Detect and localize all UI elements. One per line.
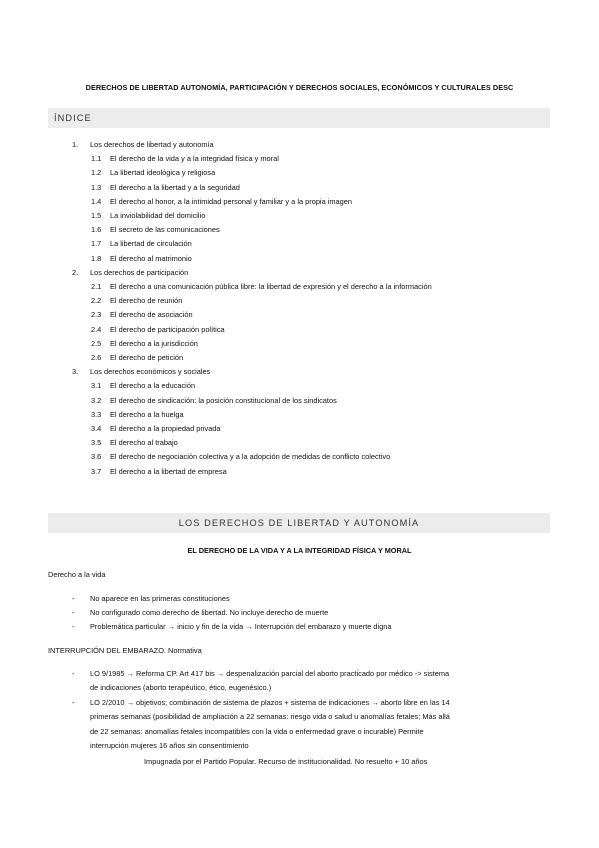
toc-item-number: 2.1 <box>91 282 102 291</box>
index-heading-band <box>48 108 550 128</box>
index-heading: ÍNDICE <box>54 113 92 123</box>
normativa-line: LO 2/2010 → objetivos; combinación de sistema de plazos + sistema de indicaciones → aborto libre en las 14 <box>90 698 450 707</box>
toc-item-number: 1.4 <box>91 196 102 206</box>
toc-item-label: El derecho de reunión <box>110 296 183 306</box>
toc-item-label: El derecho al honor, a la intimidad personal y familiar y a la propia imagen <box>110 196 352 206</box>
bullet-dash: - <box>72 669 75 678</box>
toc-item-label: Los derechos de libertad y autonomía <box>90 140 214 149</box>
toc-item-number: 3.2 <box>91 395 102 405</box>
toc-item-label: El derecho a una comunicación pública libre: la libertad de expresión y el derecho a la información <box>110 282 432 291</box>
normativa-item <box>72 696 550 754</box>
bullet-dash: - <box>72 622 75 631</box>
toc-item-number: 2.3 <box>91 310 102 320</box>
toc-item-number: 3. <box>72 367 79 377</box>
bullet-dash: - <box>72 594 75 603</box>
toc-item-number: 2.6 <box>91 353 102 362</box>
toc-item-number: 1.3 <box>91 182 102 192</box>
derecho-vida-label: Derecho a la vida <box>48 570 106 579</box>
toc-item-number: 3.4 <box>91 424 102 433</box>
toc-item-label: El derecho al matrimonio <box>110 253 192 263</box>
toc-item-number: 1.1 <box>91 154 102 164</box>
impugnada-note: Impugnada por el Partido Popular. Recurso de institucionalidad. No resuelto + 10 años <box>144 757 428 766</box>
toc-item-number: 3.3 <box>91 409 102 419</box>
interrupcion-label: INTERRUPCIÓN DEL EMBARAZO. Normativa <box>48 646 202 655</box>
normativa-line: de indicaciones (aborto terapéutico, ético, eugenésico.) <box>90 683 272 693</box>
normativa-line: LO 9/1985 → Reforma CP. Art 417 bis → despenalización parcial del aborto practicado por médico -> sistema <box>90 669 450 678</box>
toc-item-label: La inviolabilidad del domicilio <box>110 211 206 220</box>
normativa-line: interrupción mujeres 16 años sin consentimiento <box>90 741 249 751</box>
section-heading: LOS DERECHOS DE LIBERTAD Y AUTONOMÍA <box>178 518 420 528</box>
toc-item-label: El derecho de petición <box>110 353 184 362</box>
toc-item-number: 3.6 <box>91 452 102 462</box>
toc-item-label: Los derechos de participación <box>90 267 189 277</box>
bullet-dash: - <box>72 608 75 617</box>
toc-item-label: Los derechos económicos y sociales <box>90 367 211 377</box>
toc-item-number: 2.4 <box>91 324 102 334</box>
toc-item-label: El derecho de asociación <box>110 310 193 320</box>
toc-item-number: 1.6 <box>91 225 102 235</box>
toc-item-label: El derecho a la jurisdicción <box>110 338 198 348</box>
toc-item-label: La libertad ideológica y religiosa <box>110 168 216 178</box>
toc-item-number: 1.7 <box>91 239 102 249</box>
document-title: DERECHOS DE LIBERTAD AUTONOMÍA, PARTICIPACIÓN Y DERECHOS SOCIALES, ECONÓMICOS Y CULTURALES DESC <box>85 83 514 92</box>
toc-item-label: El derecho a la libertad de empresa <box>110 466 227 476</box>
normativa-line: primeras semanas (posibilidad de ampliación a 22 semanas: riesgo vida o salud u anomalías fetales; Más allá <box>90 712 450 722</box>
normativa-item <box>72 667 550 696</box>
toc-item-number: 1. <box>72 140 79 149</box>
toc-item-number: 1.5 <box>91 211 102 220</box>
toc-item-label: La libertad de circulación <box>110 239 192 249</box>
toc-item-label: El derecho a la educación <box>110 381 196 391</box>
list-item-text: No aparece en las primeras constituciones <box>90 594 230 603</box>
toc-item-label: El derecho a la libertad y a la seguridad <box>110 182 240 192</box>
list-item-text: No configurado como derecho de libertad. No incluye derecho de muerte <box>90 608 329 617</box>
toc-item-label: El derecho de participación política <box>110 324 225 334</box>
toc-item-label: El derecho de sindicación: la posición constitucional de los sindicatos <box>110 395 337 405</box>
toc-item-label: El secreto de las comunicaciones <box>110 225 220 235</box>
normativa-line: de 22 semanas: anomalías fetales incompatibles con la vida o enfermedad grave o incurable) Permite <box>90 726 424 736</box>
toc-item-label: El derecho a la propiedad privada <box>110 424 221 433</box>
toc-item-number: 2.2 <box>91 296 102 306</box>
bullet-dash: - <box>72 698 75 707</box>
toc-item-number: 1.2 <box>91 168 102 178</box>
toc-item-number: 2. <box>72 267 79 277</box>
section-heading-band <box>48 513 550 533</box>
subsection-heading: EL DERECHO DE LA VIDA Y A LA INTEGRIDAD FÍSICA Y MORAL <box>187 546 412 555</box>
toc-item-number: 3.5 <box>91 438 102 448</box>
toc-item-number: 3.1 <box>91 381 102 391</box>
toc-item-label: El derecho a la huelga <box>110 409 184 419</box>
toc-item-number: 1.8 <box>91 253 102 263</box>
list-item-text: Problemática particular → inicio y fin de la vida → Interrupción del embarazo y muerte digna <box>90 622 392 631</box>
toc-item-label: El derecho al trabajo <box>110 438 178 448</box>
toc-item-label: El derecho de la vida y a la integridad física y moral <box>110 154 279 164</box>
toc-item-number: 3.7 <box>91 466 102 476</box>
toc-item-number: 2.5 <box>91 338 102 348</box>
toc-item-label: El derecho de negociación colectiva y a la adopción de medidas de conflicto colectivo <box>110 452 391 462</box>
